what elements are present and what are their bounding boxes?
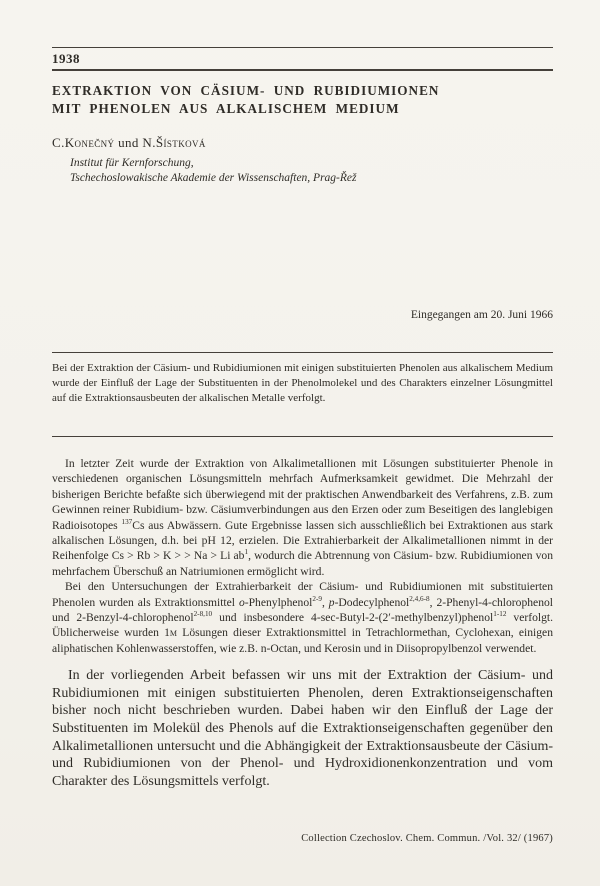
- authors-line: C.Konečný und N.Šístková: [52, 135, 206, 150]
- page-number: 1938: [52, 51, 80, 66]
- paragraph-intro: In letzter Zeit wurde der Extraktion von Alkalimetallionen mit Lösungen substituierter Phenole in verschiedenen organischen Lösungsmitteln mehrfach Aufmerksamkeit gewidmet. Die Mehrzahl der bisherigen Berichte befaßte sich überwiegend mit der praktischen Anwendbarkeit des Verfahrens, z.B. zum Gewinnen reiner Rubidium- bzw. Cäsiumverbindungen aus den Erzen oder zum Beseitigen des langlebigen Radioisotopes $^{137}$Cs aus Abwässern. Gute Ergebnisse lassen sich ausschließlich bei Extraktionen aus stark alkalischen Lösungen, d.h. bei pH 12, erzielen. Die Extrahierbarkeit der Alkalimetallionen nimmt in der Reihenfolge Cs > Rb > K > > Na > Li $ab^1$, wodurch die Abtrennung von Cäsium- bzw. Rubidiumionen von mehrfachem Überschuß an Natriumionen ermöglicht wird.: [52, 457, 553, 578]
- journal-footer: Collection Czechoslov. Chem. Commun. /Vol. 32/ (1967): [301, 833, 553, 844]
- paragraph-prior-work: Bei den Untersuchungen der Extrahierbarkeit der Cäsium- und Rubidiumionen mit substituierten Phenolen wurden als Extraktionsmittel o-Phenylphenol$^{2-9}$, p-Dodecylphenol$^{2,4,6-8}$, 2-Phenyl-4-chlorophenol und 2-Benzyl-4-chlorophenol$^{2-8,10}$ und insbesondere 4-sec-Butyl-2-(2′-methylbenzyl)phenol$^{1-12}$ verfolgt. Üblicherweise wurden 1m Lösungen dieser Extraktionsmittel in Tetrachlormethan, Cyclohexan, einigen aliphatischen Kohlenwasserstoffen, wie z.B. n-Octan, und Kerosin und in Diisopropylbenzol verwendet.: [52, 580, 554, 655]
- article-title-line1: EXTRAKTION VON CÄSIUM- UND RUBIDIUMIONEN: [52, 83, 440, 98]
- abstract-rule-bottom: [52, 436, 553, 437]
- received-date: Eingegangen am 20. Juni 1966: [410, 309, 553, 321]
- abstract-rule-top: [52, 352, 553, 353]
- article-title: [52, 82, 553, 118]
- article-title-line2: MIT PHENOLEN AUS ALKALISCHEM MEDIUM: [52, 101, 400, 116]
- affiliation: [52, 156, 553, 186]
- abstract-text: Bei der Extraktion der Cäsium- und Rubidiumionen mit einigen substituierten Phenolen aus alkalischem Medium wurde der Einfluß der Lage der Substituenten in der Phenolmolekel und des Charakters einzelner Lösungmittel auf die Extraktionsausbeuten der alkalischen Metalle verfolgt.: [52, 362, 553, 404]
- affiliation-line2: Tschechoslowakische Akademie der Wissenschaften, Prag-Řež: [70, 172, 357, 184]
- affiliation-line1: Institut für Kernforschung,: [70, 157, 194, 169]
- header-rule-bottom: [52, 69, 553, 71]
- paragraph-present-work: In der vorliegenden Arbeit befassen wir uns mit der Extraktion der Cäsium- und Rubidiumionen mit einigen substituierten Phenolen, deren Extraktionseigenschaften bisher noch nicht beschrieben wurden. Dabei haben wir den Einfluß der Lage der Substituenten im Molekül des Phenols auf die Extraktionseigenschaften gegenüber den Alkalimetallionen untersucht und die Abhängigkeit der Extraktionsausbeute der Cäsium- und Rubidiumionen von der Phenol- und Hydroxidionenkonzentration und vom Charakter des Lösungsmittels verfolgt.: [52, 668, 553, 789]
- header-rule-top: [52, 47, 553, 48]
- article-body: [52, 456, 553, 790]
